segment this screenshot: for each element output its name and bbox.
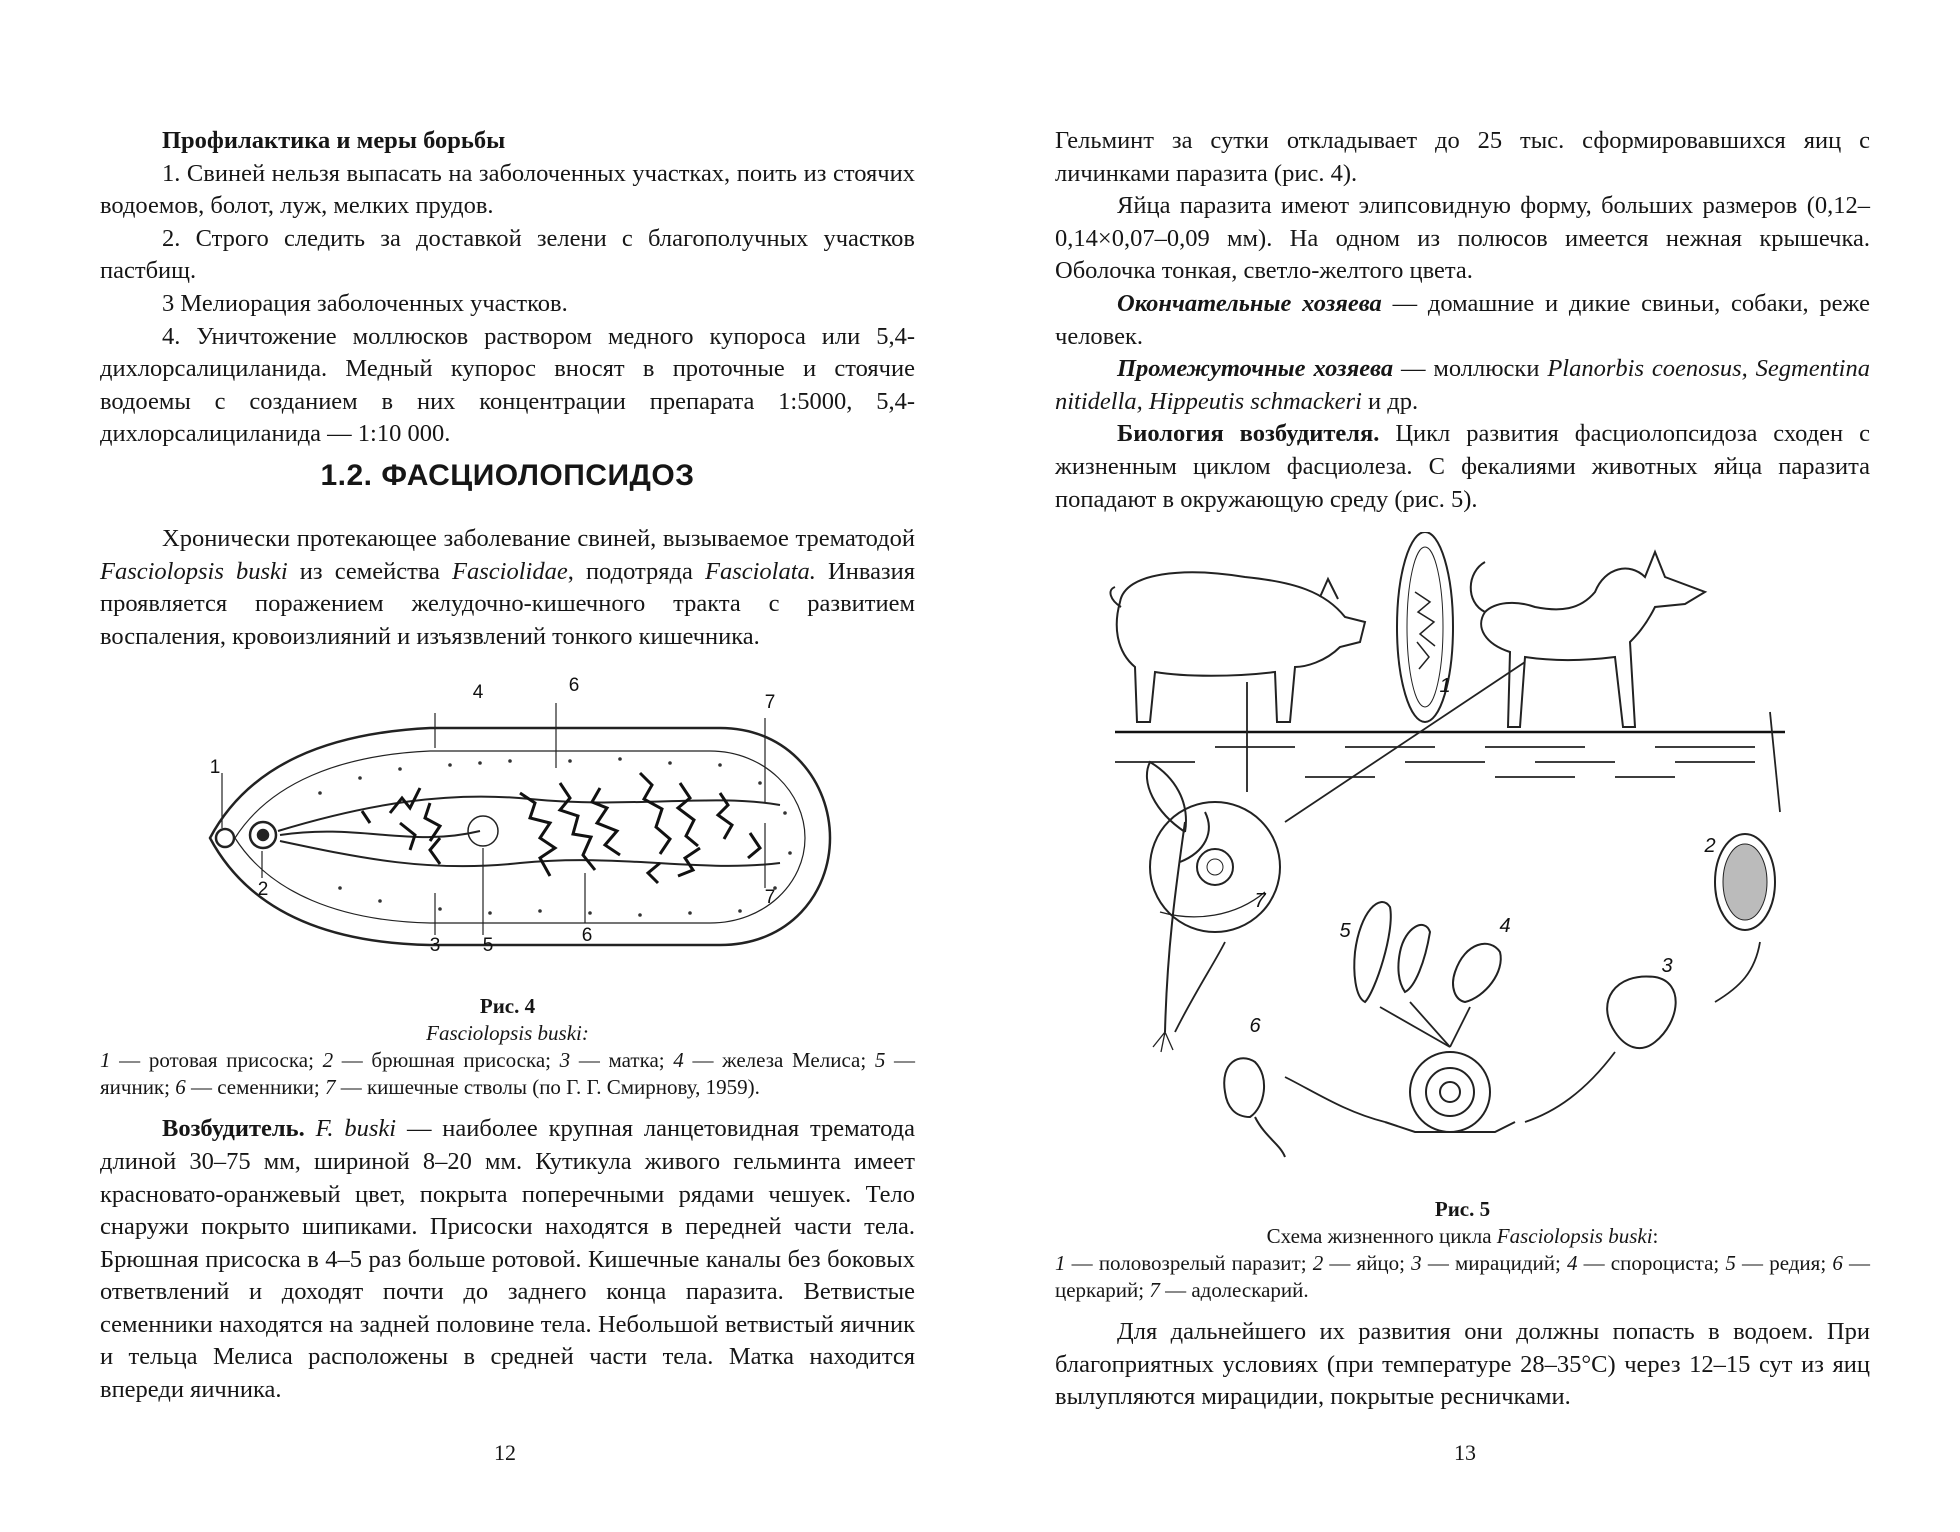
biology-paragraph: Биология возбудителя. Цикл развития фасциолопсидоза сходен с жизненным циклом фасциолеза. С фекалиями животных яйца паразита попадают в окружающую среду (рис. 5). bbox=[1055, 420, 1870, 513]
fig5-subtitle: Схема жизненного цикла Fasciolopsis buski: bbox=[1266, 1224, 1659, 1249]
pig-illustration bbox=[1110, 572, 1365, 722]
eggs-count-paragraph: Гельминт за сутки откладывает до 25 тыс. сформировавшихся яиц с личинками паразита (рис. 4). bbox=[1055, 127, 1870, 187]
fig4-label-1: 1 bbox=[209, 757, 221, 779]
fig4-label-5: 5 bbox=[482, 935, 494, 957]
fig5-num-1: 1 bbox=[1439, 675, 1451, 698]
fig4-subtitle: Fasciolopsis buski: bbox=[426, 1021, 589, 1046]
redia-illustration bbox=[1354, 902, 1390, 1002]
fig5-legend: 1 — половозрелый паразит; 2 — яйцо; 3 — мирацидий; 4 — спороциста; 5 — редия; 6 — церкарий; 7 — адолескарий. bbox=[1055, 1251, 1870, 1303]
prophylaxis-item-3: 3 Мелиорация заболоченных участков. bbox=[162, 289, 568, 317]
egg-illustration bbox=[1715, 834, 1775, 930]
prophylaxis-title: Профилактика и меры борьбы bbox=[162, 127, 506, 154]
fig4-fluke-diagram bbox=[100, 673, 915, 973]
right-text-column bbox=[1055, 125, 1870, 1414]
intro-paragraph: Хронически протекающее заболевание свиней, вызываемое трематодой Fasciolopsis buski из семейства Fasciolidae, подотряда Fasciolata. Инвазия проявляется поражением желудочно-кишечного тракта с развитием воспаления, кровоизлияний и изъязвлений тонкого кишечника. bbox=[100, 524, 915, 650]
prophylaxis-item-4: 4. Уничтожение моллюсков раствором медного купороса или 5,4-дихлорсалициланида. Медный купорос вносят в проточные и стоячие водоемы с созданием в них концентрации препарата 1:5000, 5,4-дихлорсалициланида — 1:10 000. bbox=[100, 322, 915, 448]
intermediate-hosts-paragraph: Промежуточные хозяева — моллюски Planorbis coenosus, Segmentina nitidella, Hippeutis schmackeri и др. bbox=[1055, 355, 1870, 415]
final-hosts-paragraph: Окончательные хозяева — домашние и дикие свиньи, собаки, реже человек. bbox=[1055, 289, 1870, 350]
fig5-num-6: 6 bbox=[1249, 1015, 1261, 1038]
prophylaxis-item-2: 2. Строго следить за доставкой зелени с благополучных участков пастбищ. bbox=[100, 224, 915, 285]
prophylaxis-item-1: 1. Свиней нельзя выпасать на заболоченных участках, поить из стоячих водоемов, болот, луж, мелких прудов. bbox=[100, 159, 915, 220]
page-number-right: 13 bbox=[1454, 1440, 1476, 1465]
dog-illustration bbox=[1471, 552, 1705, 727]
fig5-num-5: 5 bbox=[1339, 920, 1351, 943]
fig5-num-4: 4 bbox=[1499, 915, 1511, 938]
eggs-description-paragraph: Яйца паразита имеют элипсовидную форму, больших размеров (0,12–0,14×0,07–0,09 мм). На одном из полюсов имеется нежная крышечка. Оболочка тонкая, светло-желтого цвета. bbox=[1055, 192, 1870, 285]
fig4-legend: 1 — ротовая присоска; 2 — брюшная присоска; 3 — матка; 4 — железа Мелиса; 5 — яичник; 6 — семенники; 7 — кишечные стволы (по Г. Г. Смирнову, 1959). bbox=[100, 1048, 916, 1100]
fig4-label-3: 3 bbox=[429, 935, 441, 957]
fig5-lifecycle-diagram bbox=[1055, 532, 1870, 1182]
miracidium-illustration bbox=[1607, 977, 1676, 1049]
fig4-label-7-top: 7 bbox=[764, 692, 776, 714]
fig4-label-6-top: 6 bbox=[568, 675, 580, 697]
fig4-label-4: 4 bbox=[472, 682, 484, 704]
fig4-label-6-bottom: 6 bbox=[581, 925, 593, 947]
fig4-label-2: 2 bbox=[257, 879, 269, 901]
right-page bbox=[980, 0, 1960, 1532]
fig4-caption bbox=[100, 993, 915, 1101]
redia-illustration-2 bbox=[1398, 925, 1430, 992]
snail-illustration bbox=[1385, 1052, 1515, 1132]
fig4-label-7-bottom: 7 bbox=[764, 887, 776, 909]
development-paragraph: Для дальнейшего их развития они должны попасть в водоем. При благоприятных условиях (при температуре 28–35°C) через 12–15 сут из яиц вылупляются мирацидии, покрытые ресничками. bbox=[1055, 1318, 1870, 1411]
agent-paragraph: Возбудитель. F. buski — наиболее крупная ланцетовидная трематода длиной 30–75 мм, шириной 8–20 мм. Кутикула живого гельминта имеет красновато-оранжевый цвет, покрыта поперечными рядами чешуек. Тело снаружи покрыто шипиками. Присоски находятся в передней части тела. Брюшная присоска в 4–5 раз больше ротовой. Кишечные каналы без боковых ответвлений и доходят почти до заднего конца паразита. Ветвистые семенники находятся на задней половине тела. Небольшой ветвистый яичник и тельца Мелиса расположены в средней части тела. Матка находится впереди яичника. bbox=[100, 1115, 915, 1404]
sporocyst-illustration bbox=[1453, 944, 1501, 1002]
left-text-column bbox=[100, 125, 915, 1407]
fig5-num-7: 7 bbox=[1254, 890, 1266, 913]
fig5-caption bbox=[1055, 1196, 1870, 1304]
fig5-num-2: 2 bbox=[1704, 835, 1716, 858]
fig5-title: Рис. 5 bbox=[1434, 1197, 1491, 1222]
fig5-num-3: 3 bbox=[1661, 955, 1673, 978]
cercaria-illustration bbox=[1224, 1058, 1285, 1157]
fig4-title: Рис. 4 bbox=[479, 994, 536, 1019]
section-heading: 1.2. ФАСЦИОЛОПСИДОЗ bbox=[320, 458, 695, 492]
page-number-left: 12 bbox=[494, 1440, 516, 1465]
